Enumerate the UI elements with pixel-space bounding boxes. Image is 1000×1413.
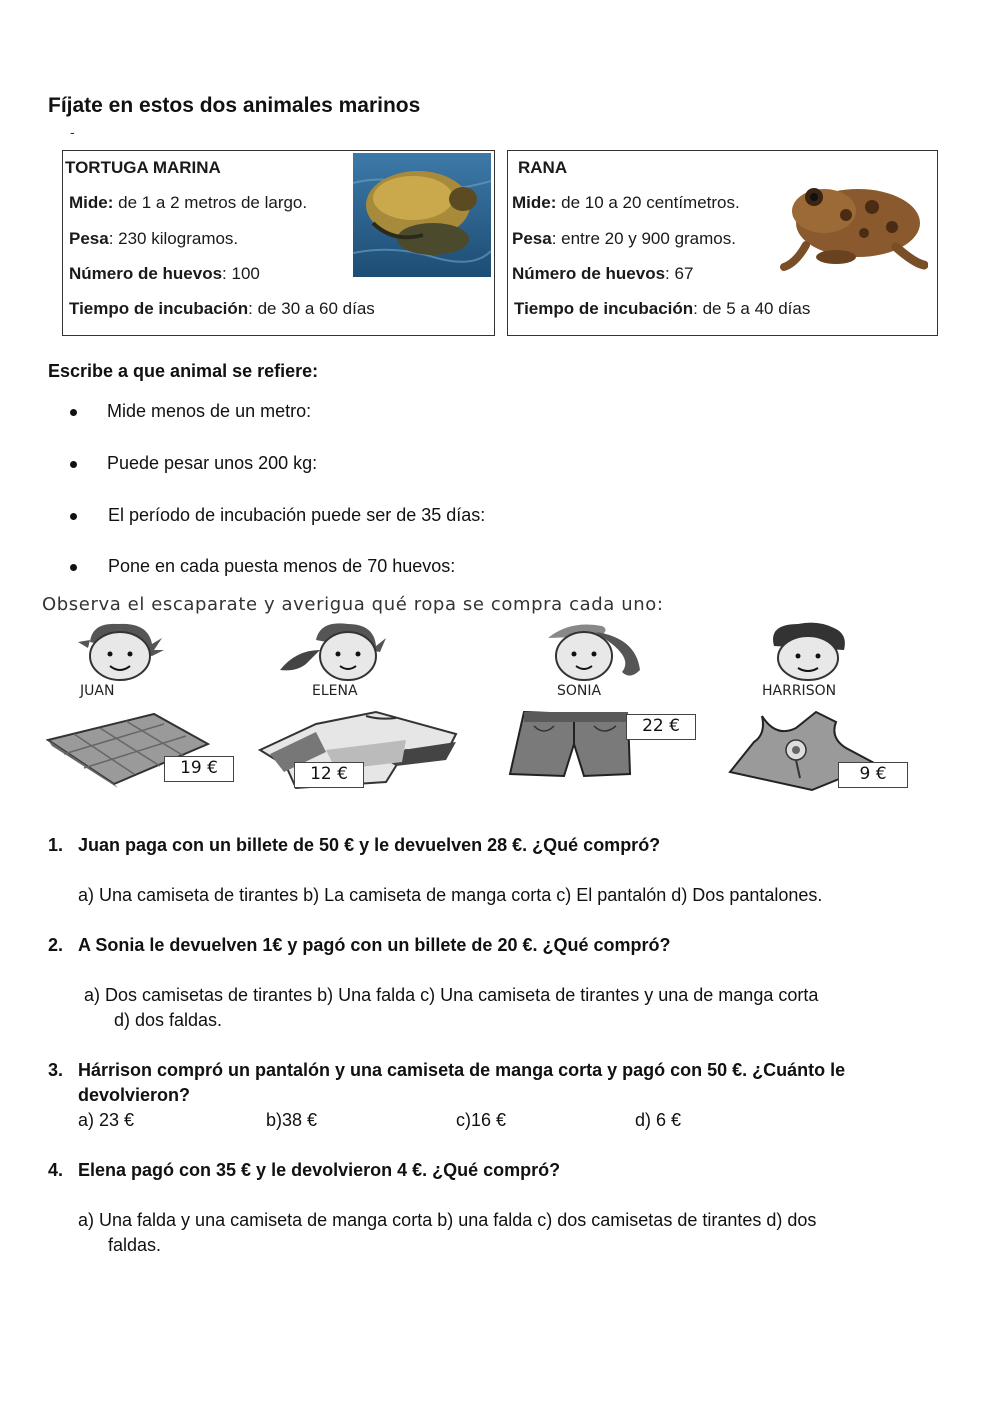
kid-name: ELENA: [312, 683, 358, 699]
question-number: 3.: [48, 1060, 64, 1080]
question-text: Juan paga con un billete de 50 € y le devuelven 28 €. ¿Qué compró?: [78, 835, 661, 855]
option-b: b)38 €: [266, 1110, 318, 1130]
frog-huevos: Número de huevos: 67: [512, 264, 694, 283]
animal-name: RANA: [518, 158, 568, 177]
frog-mide: Mide: de 10 a 20 centímetros.: [512, 193, 740, 212]
question-number: 4.: [48, 1160, 64, 1180]
page-title: Fíjate en estos dos animales marinos: [48, 94, 421, 117]
question-options: faldas.: [108, 1235, 162, 1255]
turtle-info-box: [62, 150, 495, 336]
bullet-icon: [70, 461, 77, 468]
question-number: 1.: [48, 835, 64, 855]
question-text: devolvieron?: [78, 1085, 191, 1105]
turtle-pesa: Pesa: 230 kilogramos.: [69, 229, 239, 248]
frog-image: [776, 167, 928, 273]
question-text: Hárrison compró un pantalón y una camiseta de manga corta y pagó con 50 €. ¿Cuánto le: [78, 1060, 846, 1080]
question-text: A Sonia le devuelven 1€ y pagó con un billete de 20 €. ¿Qué compró?: [78, 935, 671, 955]
price-tag: 9 €: [838, 762, 908, 788]
elena-face-icon: [276, 620, 401, 682]
bullet-icon: [70, 564, 77, 571]
bullet-icon: [70, 409, 77, 416]
turtle-huevos: Número de huevos: 100: [69, 264, 260, 283]
question-options: a) Una falda y una camiseta de manga corta b) una falda c) dos camisetas de tirantes d) dos: [78, 1210, 817, 1230]
bullet-icon: [70, 513, 77, 520]
question-options: a) Una camiseta de tirantes b) La camiseta de manga corta c) El pantalón d) Dos pantalones.: [78, 885, 823, 905]
option-d: d) 6 €: [635, 1110, 682, 1130]
kid-name: HARRISON: [762, 683, 837, 699]
shorts-icon: [504, 708, 634, 780]
shop-title: Observa el escaparate y averigua qué ropa se compra cada uno:: [42, 594, 664, 615]
exercise-heading: Escribe a que animal se refiere:: [48, 361, 319, 381]
sea-turtle-image: [353, 153, 491, 277]
price-tag: 19 €: [164, 756, 234, 782]
sonia-face-icon: [540, 620, 650, 682]
juan-face-icon: [70, 620, 170, 682]
dash-mark: -: [70, 124, 75, 140]
frog-tiempo: Tiempo de incubación: de 5 a 40 días: [514, 299, 811, 318]
kid-name: JUAN: [80, 683, 115, 699]
price-tag: 12 €: [294, 762, 364, 788]
question-text: Elena pagó con 35 € y le devolvieron 4 €. ¿Qué compró?: [78, 1160, 561, 1180]
option-a: a) 23 €: [78, 1110, 135, 1130]
price-tag: 22 €: [626, 714, 696, 740]
harrison-face-icon: [758, 620, 858, 682]
animal-name: TORTUGA MARINA: [65, 158, 221, 177]
question-options: d) dos faldas.: [114, 1010, 223, 1030]
question-options: a) Dos camisetas de tirantes b) Una falda c) Una camiseta de tirantes y una de manga corta: [84, 985, 819, 1005]
turtle-tiempo: Tiempo de incubación: de 30 a 60 días: [69, 299, 375, 318]
frog-info-box: [507, 150, 938, 336]
option-c: c)16 €: [456, 1110, 507, 1130]
question-number: 2.: [48, 935, 64, 955]
kid-name: SONIA: [557, 683, 602, 699]
turtle-mide: Mide: de 1 a 2 metros de largo.: [69, 193, 308, 212]
frog-pesa: Pesa: entre 20 y 900 gramos.: [512, 229, 736, 248]
